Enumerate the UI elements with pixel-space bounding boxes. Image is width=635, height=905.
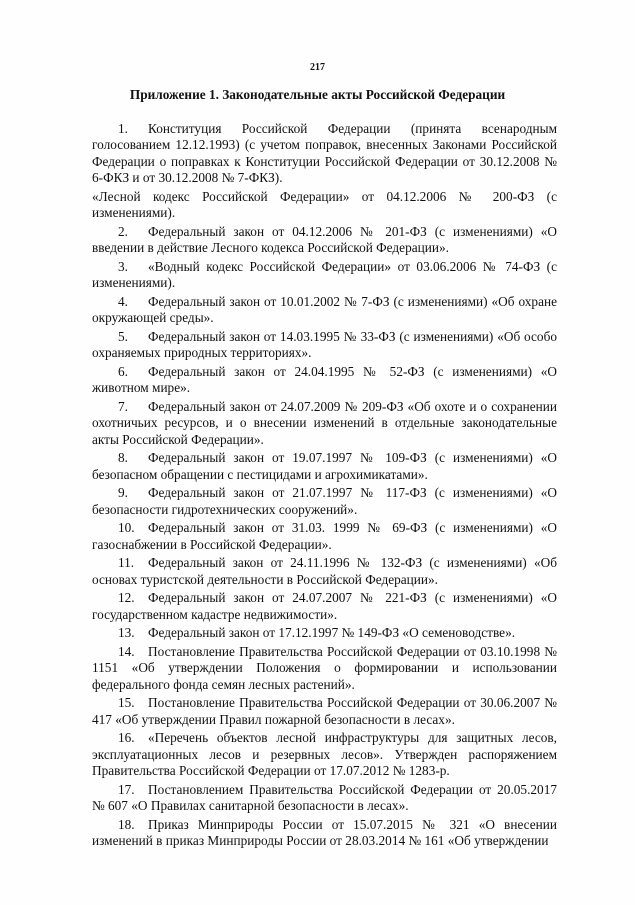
- page-number: 217: [310, 62, 325, 73]
- list-item-number: 1.: [118, 121, 128, 136]
- list-item-number: 5.: [118, 328, 128, 344]
- list-item-number: 7.: [118, 398, 128, 414]
- page-title: Приложение 1. Законодательные акты Российской Федерации: [129, 87, 506, 102]
- law-list: [92, 121, 557, 852]
- list-item-number: 14.: [118, 643, 135, 659]
- list-item: [92, 625, 557, 641]
- list-item-text: Федеральный закон от 24.04.1995 № 52-ФЗ (с изменениями) «О животном мире».: [92, 363, 557, 396]
- list-item: [92, 817, 557, 850]
- list-item-text: «Лесной кодекс Российской Федерации» от 04.12.2006 № 200-ФЗ (с изменениями).: [92, 188, 557, 221]
- list-item: [92, 364, 557, 397]
- list-item: [92, 224, 557, 257]
- list-item-text: Постановление Правительства Российской Федерации от 30.06.2007 № 417 «Об утверждении Правил пожарной безопасности в лесах».: [92, 695, 557, 727]
- list-item-text: Федеральный закон от 04.12.2006 № 201-ФЗ (с изменениями) «О введении в действие Лесного кодекса Российской Федерации».: [92, 223, 557, 256]
- list-item: [92, 450, 557, 483]
- list-item-number: 13.: [118, 625, 135, 641]
- list-item-number: 8.: [118, 450, 128, 466]
- list-item-text: Федеральный закон от 31.03. 1999 № 69-ФЗ (с изменениями) «О газоснабжении в Российской Федерации».: [92, 520, 557, 552]
- list-item-number: 3.: [118, 258, 128, 274]
- list-item: [92, 189, 557, 222]
- list-item-number: 17.: [118, 781, 135, 797]
- list-item: [92, 399, 557, 448]
- list-item-text: Конституция Российской Федерации (принята всенародным голосованием 12.12.1993) (с учетом поправок, внесенных Законами Российской Федерации о поправках к Конституции Российской Федерации от 30.12.2008 № 6-ФКЗ и от 30.12.2008 № 7-ФКЗ).: [92, 121, 557, 186]
- list-item-text: Федеральный закон от 10.01.2002 № 7-ФЗ (с изменениями) «Об охране окружающей среды».: [92, 293, 557, 326]
- list-item-number: 9.: [118, 485, 128, 501]
- list-item-text: Федеральный закон от 19.07.1997 № 109-ФЗ (с изменениями) «О безопасном обращении с пестицидами и агрохимикатами».: [92, 450, 557, 482]
- list-item-number: 11.: [118, 555, 135, 571]
- list-item-text: Постановление Правительства Российской Федерации от 03.10.1998 № 1151 «Об утверждении Положения о формировании и использовании федерального фонда семян лесных растений».: [92, 643, 557, 692]
- list-item-text: Федеральный закон от 17.12.1997 № 149-ФЗ «О семеноводстве».: [148, 625, 516, 641]
- list-item-text: Федеральный закон от 21.07.1997 № 117-ФЗ (с изменениями) «О безопасности гидротехнических сооружений».: [92, 485, 557, 517]
- list-item: [92, 520, 557, 553]
- list-item-text: «Перечень объектов лесной инфраструктуры для защитных лесов, эксплуатационных лесов и резервных лесов». Утвержден распоряжением Правительства Российской Федерации от 17.07.2012 № 1283-р.: [92, 730, 557, 779]
- list-item: [92, 730, 557, 779]
- list-item-number: 16.: [118, 730, 135, 746]
- list-item: [92, 590, 557, 623]
- list-item-text: Федеральный закон от 14.03.1995 № 33-ФЗ (с изменениями) «Об особо охраняемых природных территориях».: [92, 328, 557, 361]
- list-item-number: 15.: [118, 695, 135, 711]
- list-item-number: 6.: [118, 363, 128, 379]
- list-item-number: 4.: [118, 293, 128, 309]
- list-item: [92, 121, 557, 187]
- list-item: [92, 644, 557, 693]
- list-item-text: Федеральный закон от 24.07.2007 № 221-ФЗ (с изменениями) «О государственном кадастре недвижимости».: [92, 590, 557, 622]
- list-item: [92, 782, 557, 815]
- list-item: [92, 259, 557, 292]
- list-item-number: 10.: [118, 520, 135, 536]
- list-item: [92, 555, 557, 588]
- list-item-number: 12.: [118, 590, 135, 606]
- list-item-number: 18.: [118, 816, 135, 832]
- list-item: [92, 485, 557, 518]
- list-item-text: Федеральный закон от 24.11.1996 № 132-ФЗ (с изменениями) «Об основах туристской деятельности в Российской Федерации».: [92, 555, 557, 587]
- list-item: [92, 695, 557, 728]
- list-item: [92, 329, 557, 362]
- list-item-text: Постановлением Правительства Российской Федерации от 20.05.2017 № 607 «О Правилах санитарной безопасности в лесах».: [92, 781, 557, 814]
- list-item: [92, 294, 557, 327]
- list-item-text: Приказ Минприроды России от 15.07.2015 № 321 «О внесении изменений в приказ Минприроды России от 28.03.2014 № 161 «Об утверждении: [92, 816, 557, 849]
- list-item-number: 2.: [118, 223, 128, 239]
- list-item-text: «Водный кодекс Российской Федерации» от 03.06.2006 № 74-ФЗ (с изменениями).: [92, 258, 557, 291]
- list-item-text: Федеральный закон от 24.07.2009 № 209-ФЗ «Об охоте и о сохранении охотничьих ресурсов, и о внесении изменений в отдельные законодательные акты Российской Федерации».: [92, 398, 557, 447]
